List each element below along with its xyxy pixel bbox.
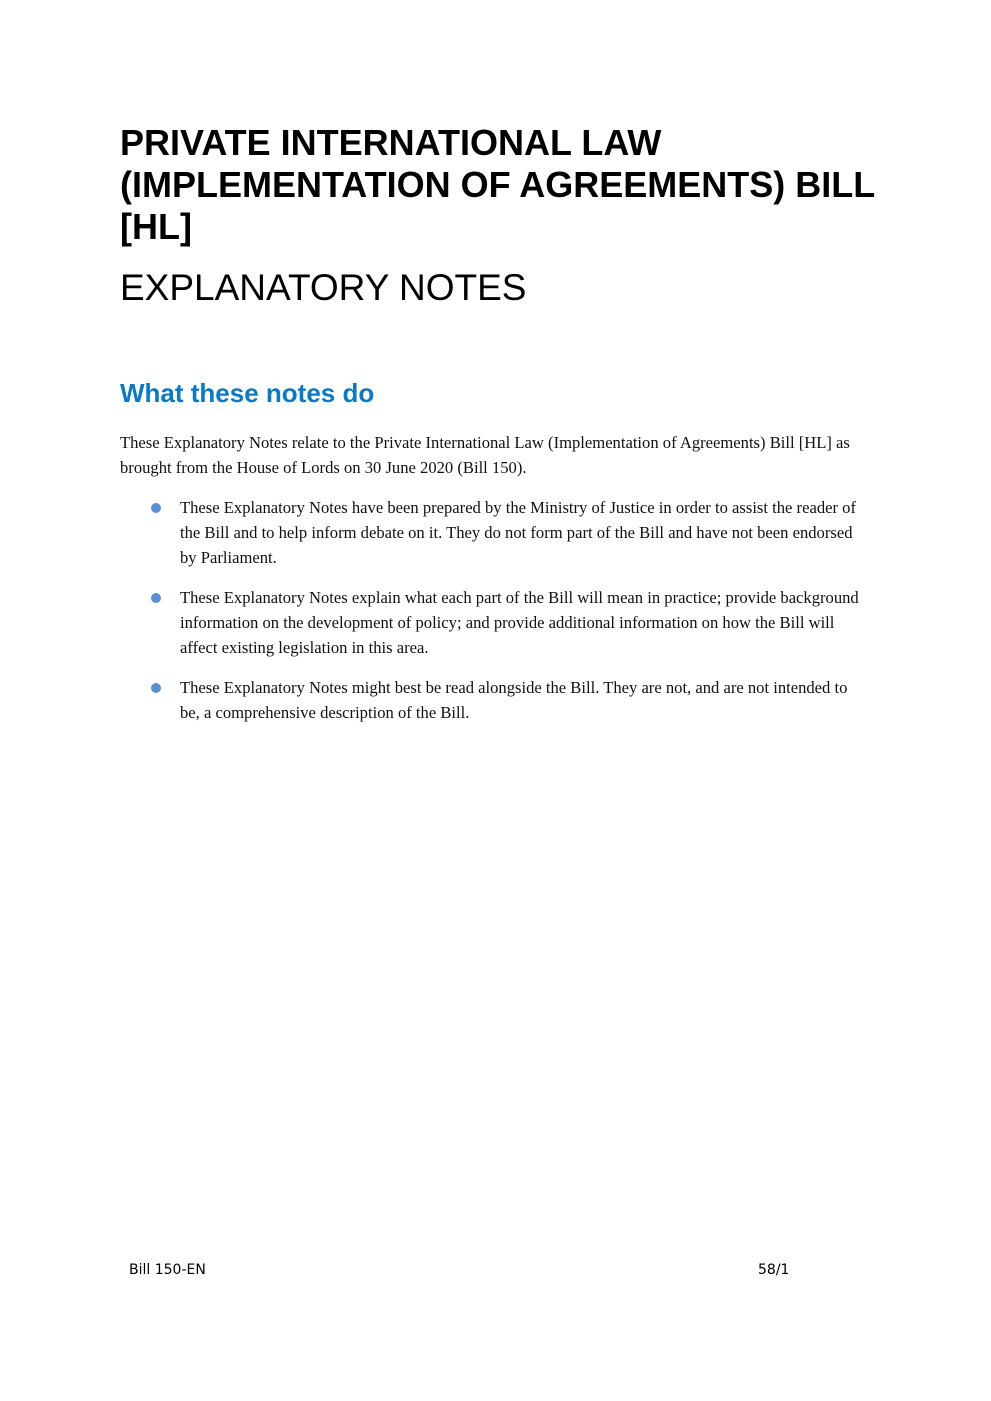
document-title: PRIVATE INTERNATIONAL LAW (IMPLEMENTATION OF AGREEMENTS) BILL [HL] xyxy=(120,122,875,247)
list-item xyxy=(120,675,865,725)
bullet-icon xyxy=(151,683,161,693)
intro-paragraph: These Explanatory Notes relate to the Private International Law (Implementation of Agreements) Bill [HL] as brought from the House of Lords on 30 June 2020 (Bill 150). xyxy=(120,433,850,477)
list-item-text: These Explanatory Notes explain what each part of the Bill will mean in practice; provide background information on the development of policy; and provide additional information on how the Bill will affect existing legislation in this area. xyxy=(180,588,859,657)
list-item xyxy=(120,585,865,660)
list-item xyxy=(120,495,865,570)
bullet-icon xyxy=(151,593,161,603)
document-subtitle: EXPLANATORY NOTES xyxy=(120,267,527,308)
list-item-text: These Explanatory Notes might best be read alongside the Bill. They are not, and are not intended to be, a comprehensive description of the Bill. xyxy=(180,678,848,722)
list-item-text: These Explanatory Notes have been prepared by the Ministry of Justice in order to assist the reader of the Bill and to help inform debate on it. They do not form part of the Bill and have not been endorsed by Parliament. xyxy=(180,498,856,567)
footer-page-code: 58/1 xyxy=(758,1262,790,1278)
footer-bill-reference: Bill 150-EN xyxy=(129,1262,206,1278)
section-heading: What these notes do xyxy=(120,378,375,408)
bullet-list xyxy=(120,495,865,740)
bullet-icon xyxy=(151,503,161,513)
